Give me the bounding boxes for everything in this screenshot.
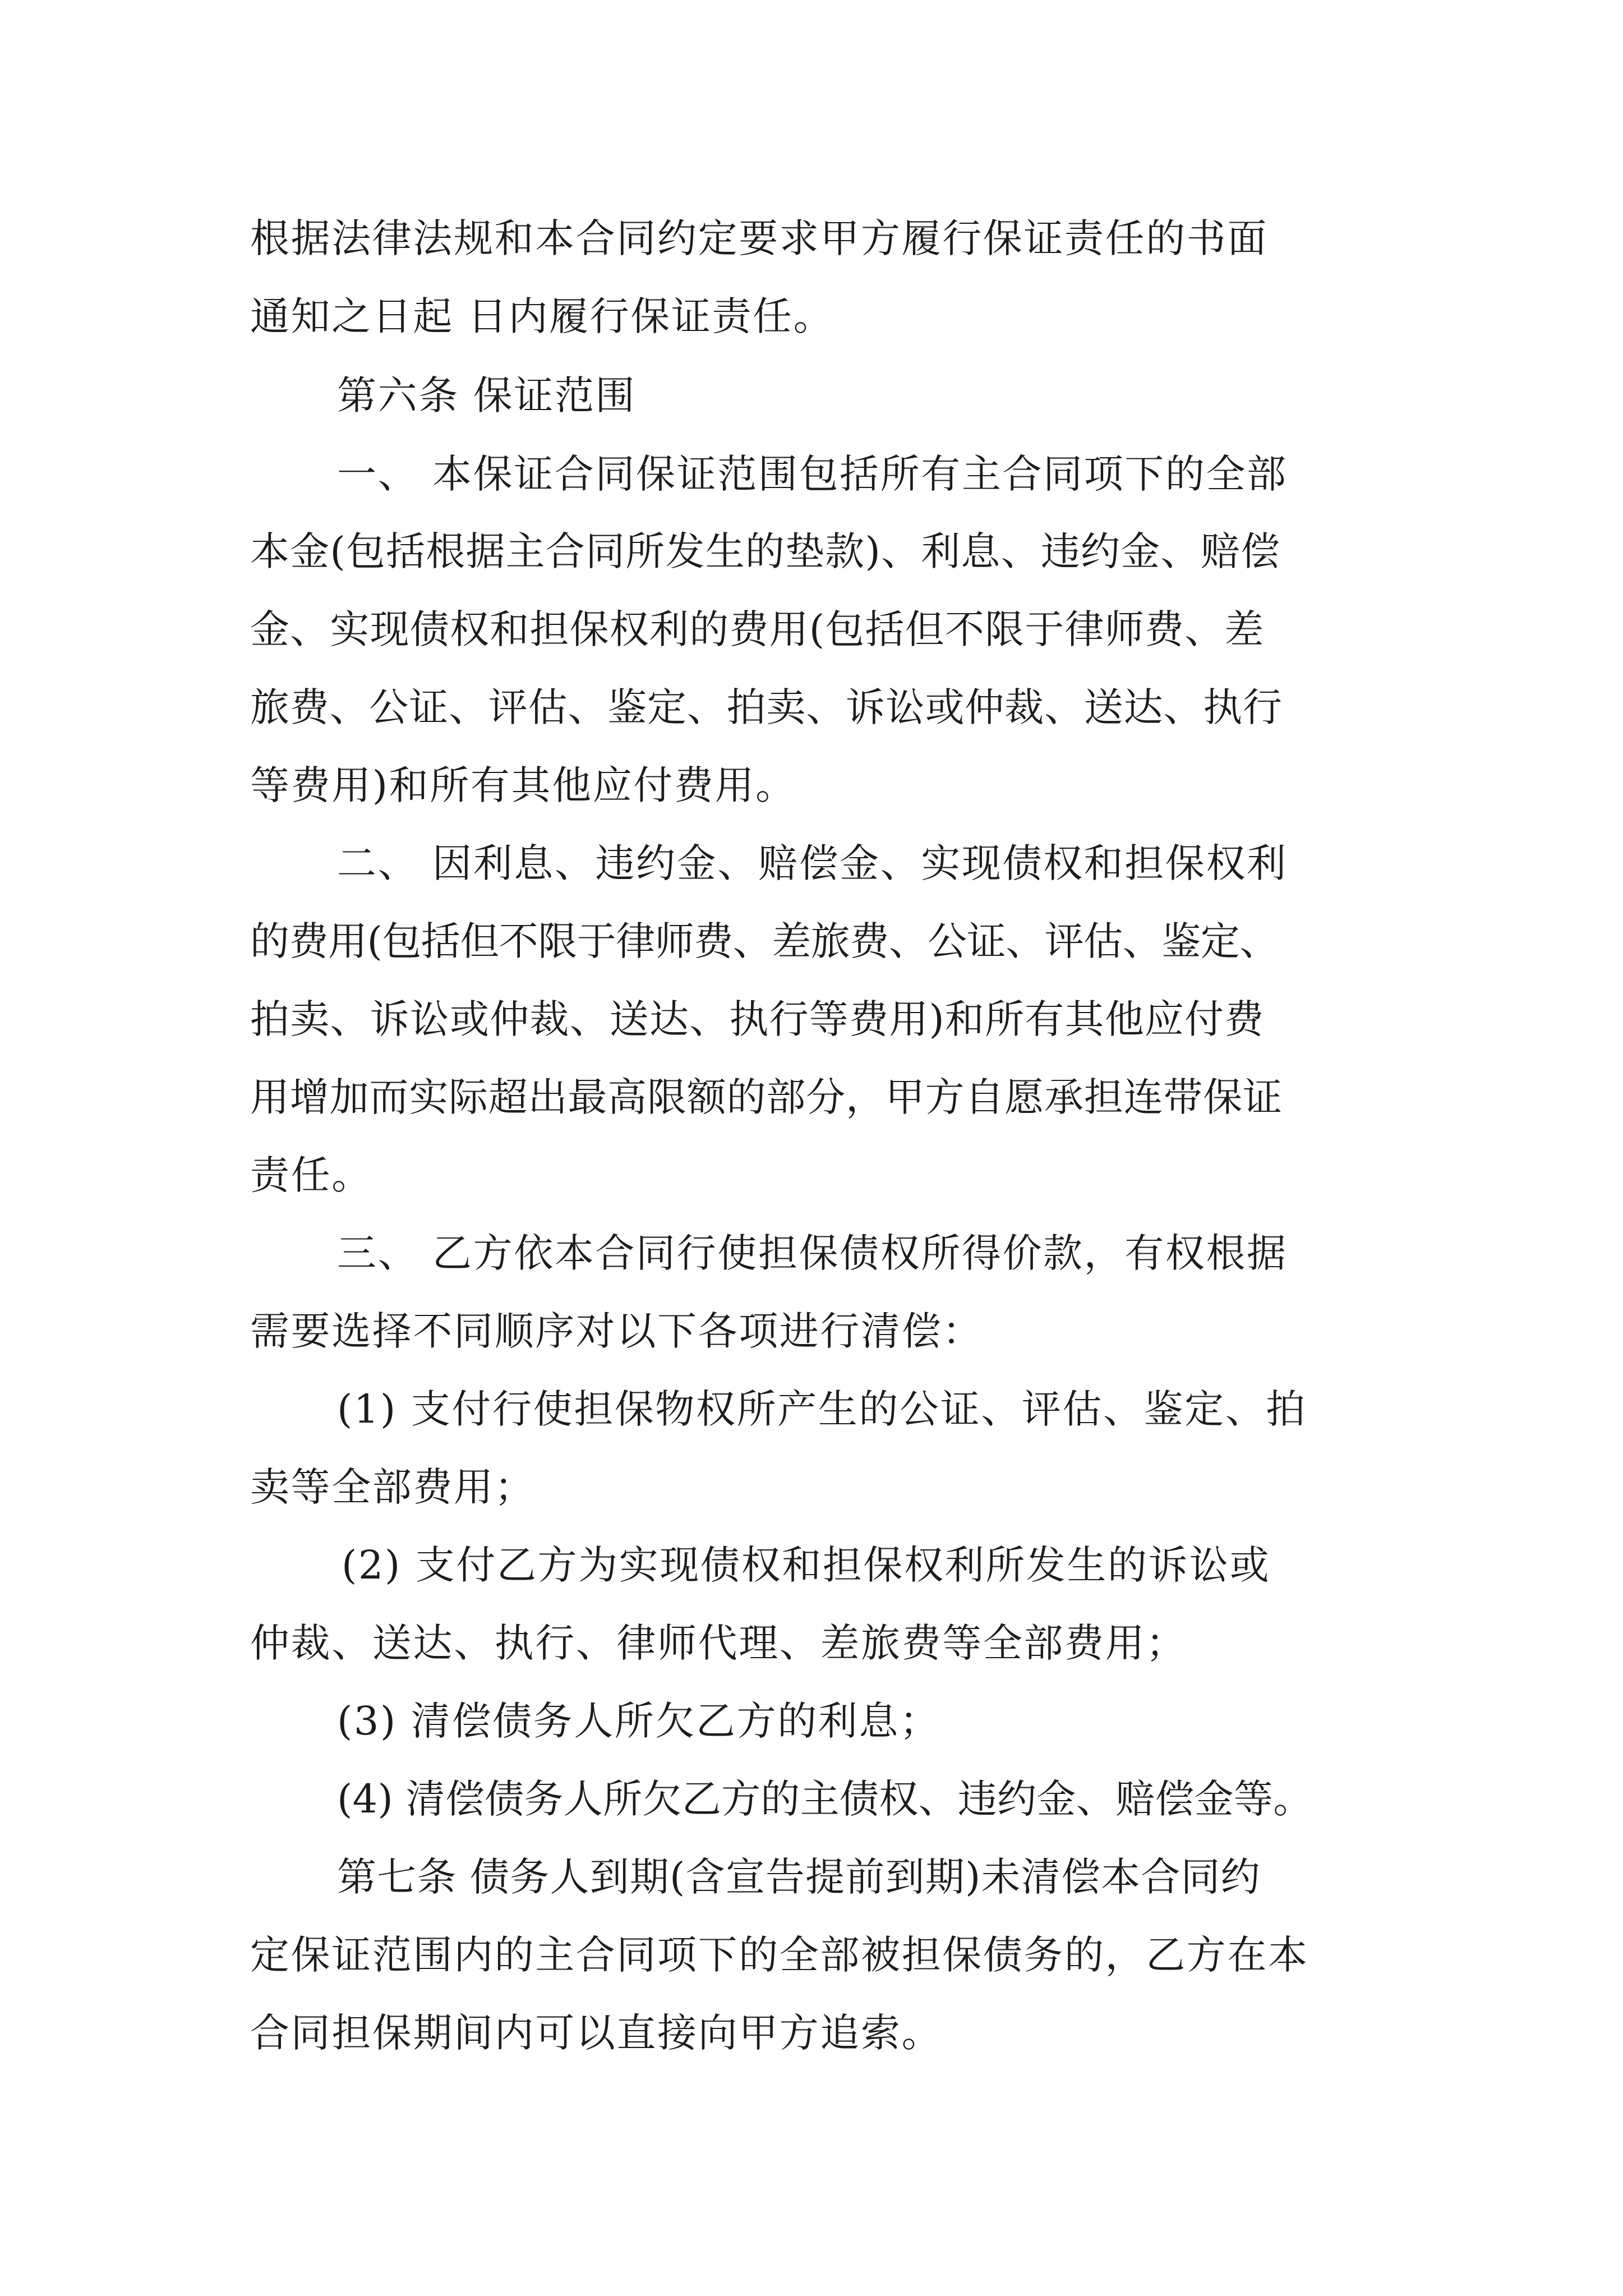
text-line: 金、实现债权和担保权利的费用(包括但不限于律师费、差 bbox=[250, 606, 1265, 652]
text-line: 二、 因利息、违约金、赔偿金、实现债权和担保权利 bbox=[337, 840, 1288, 886]
text-line: 拍卖、诉讼或仲裁、送达、执行等费用)和所有其他应付费 bbox=[250, 996, 1265, 1042]
text-line: 的费用(包括但不限于律师费、差旅费、公证、评估、鉴定、 bbox=[250, 918, 1279, 964]
text-line: 通知之日起 日内履行保证责任。 bbox=[250, 293, 834, 339]
text-line: 三、 乙方依本合同行使担保债权所得价款，有权根据 bbox=[337, 1230, 1288, 1276]
list-item: (3) 清偿债务人所欠乙方的利息； bbox=[337, 1698, 940, 1744]
text-line: 根据法律法规和本合同约定要求甲方履行保证责任的书面 bbox=[250, 215, 1268, 261]
text-line: 卖等全部费用； bbox=[250, 1464, 536, 1510]
list-item: (1) 支付行使担保物权所产生的公证、评估、鉴定、拍 bbox=[337, 1386, 1307, 1432]
text-line: 需要选择不同顺序对以下各项进行清偿： bbox=[250, 1308, 983, 1354]
list-item: (4) 清偿债务人所欠乙方的主债权、违约金、赔偿金等。 bbox=[337, 1776, 1313, 1822]
text-line: 旅费、公证、评估、鉴定、拍卖、诉讼或仲裁、送达、执行 bbox=[250, 684, 1283, 730]
text-line: 合同担保期间内可以直接向甲方追索。 bbox=[250, 2010, 943, 2056]
text-line: 定保证范围内的主合同项下的全部被担保债务的，乙方在本 bbox=[250, 1932, 1309, 1978]
text-line: 本金(包括根据主合同所发生的垫款)、利息、违约金、赔偿 bbox=[250, 528, 1281, 574]
text-line: 等费用)和所有其他应付费用。 bbox=[250, 762, 796, 808]
text-line: 一、 本保证合同保证范围包括所有主合同项下的全部 bbox=[337, 451, 1288, 497]
text-line: 责任。 bbox=[250, 1152, 372, 1198]
section-heading: 第六条 保证范围 bbox=[337, 372, 637, 418]
list-item: (2) 支付乙方为实现债权和担保权利所发生的诉讼或 bbox=[342, 1542, 1271, 1588]
section-heading: 第七条 债务人到期(含宣告提前到期)未清偿本合同约 bbox=[337, 1854, 1261, 1900]
text-line: 仲裁、送达、执行、律师代理、差旅费等全部费用； bbox=[250, 1620, 1187, 1666]
text-line: 用增加而实际超出最高限额的部分，甲方自愿承担连带保证 bbox=[250, 1074, 1283, 1120]
